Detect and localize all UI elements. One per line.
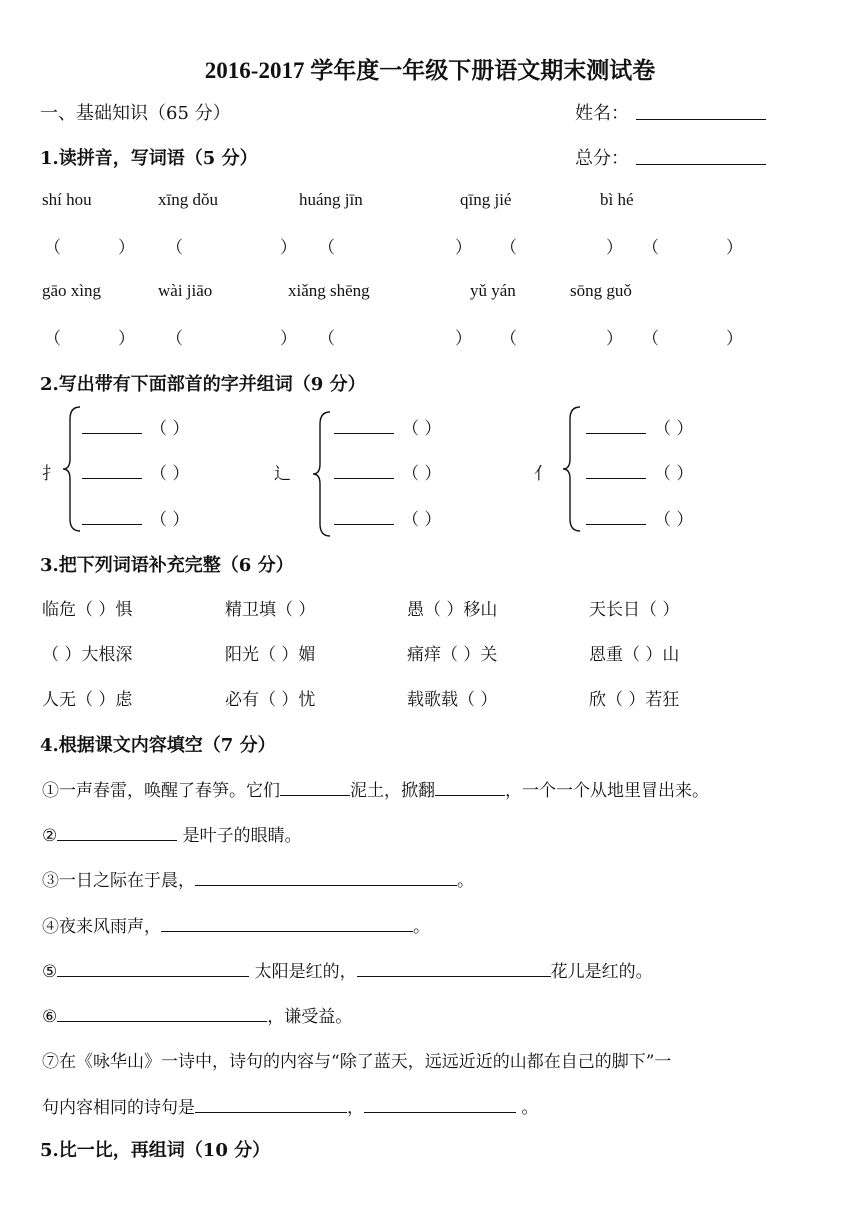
answer-paren-close: ） (726, 238, 743, 258)
fill-blank[interactable] (435, 777, 505, 796)
q3-heading: 3.把下列词语补充完整（6 分） (40, 555, 294, 576)
q1-heading: 1.读拼音，写词语（5 分） (40, 148, 258, 169)
total-label: 总分： (575, 148, 629, 169)
answer-paren-open: （ (318, 238, 335, 258)
answer-paren-open: （ (500, 329, 517, 349)
idiom-item: （ ）大根深 (42, 645, 133, 665)
pinyin-6: gāo xìng (42, 281, 102, 300)
answer-paren-open: （ (166, 329, 183, 349)
fill-item-7-line1: ⑦在《咏华山》一诗中，诗句的内容与“除了蓝天，远远近近的山都在自己的脚下”一 (42, 1052, 672, 1072)
fill-blank[interactable] (57, 1003, 267, 1022)
q4-heading: 4.根据课文内容填空（7 分） (40, 735, 276, 756)
pinyin-5: bì hé (600, 190, 634, 209)
radical-blank-row[interactable]: （ ） (334, 414, 441, 439)
fill-item-5: ⑤ 太阳是红的， 花儿是红的。 (42, 957, 653, 982)
pinyin-4: qīng jié (460, 190, 512, 209)
fill-item-1: ①一声春雷，唤醒了春笋。它们 泥土，掀翻 ，一个一个从地里冒出来。 (42, 776, 709, 801)
answer-paren-open: （ (166, 238, 183, 258)
pinyin-2: xīng dǒu (158, 190, 218, 209)
pinyin-8: xiǎng shēng (288, 281, 370, 300)
answer-paren-open: （ (642, 238, 659, 258)
idiom-item: 愚（ ）移山 (407, 600, 498, 620)
fill-blank[interactable] (195, 1094, 347, 1113)
idiom-item: 人无（ ）虑 (42, 690, 133, 710)
fill-item-2: ② 是叶子的眼睛。 (42, 821, 302, 846)
radical-blank-row[interactable]: （ ） (82, 505, 189, 530)
pinyin-7: wài jiāo (158, 281, 213, 300)
radical-1: 扌 (42, 464, 59, 484)
radical-blank-row[interactable]: （ ） (334, 459, 441, 484)
radical-blank-row[interactable]: （ ） (586, 459, 693, 484)
answer-paren-open: （ (500, 238, 517, 258)
answer-paren-close: ） (118, 329, 135, 349)
idiom-item: 载歌载（ ） (407, 690, 498, 710)
fill-blank[interactable] (57, 958, 249, 977)
total-field[interactable] (636, 144, 766, 165)
q2-heading: 2.写出带有下面部首的字并组词（9 分） (40, 374, 366, 395)
idiom-item: 必有（ ）忧 (225, 690, 316, 710)
radical-blank-row[interactable]: （ ） (334, 505, 441, 530)
name-label: 姓名： (575, 103, 629, 124)
answer-paren-open: （ (44, 329, 61, 349)
radical-3: 亻 (534, 464, 551, 484)
fill-item-7-line2: 句内容相同的诗句是 ， 。 (42, 1093, 538, 1118)
answer-paren-close: ） (606, 238, 623, 258)
idiom-item: 恩重（ ）山 (589, 645, 680, 665)
fill-blank[interactable] (195, 867, 457, 886)
radical-blank-row[interactable]: （ ） (586, 505, 693, 530)
answer-paren-open: （ (44, 238, 61, 258)
fill-blank[interactable] (280, 777, 350, 796)
brace-icon (62, 405, 82, 533)
radical-blank-row[interactable]: （ ） (82, 459, 189, 484)
radical-blank-row[interactable]: （ ） (586, 414, 693, 439)
idiom-item: 精卫填（ ） (225, 600, 316, 620)
section-heading: 一、基础知识（65 分） (40, 103, 231, 124)
fill-item-6: ⑥ ，谦受益。 (42, 1002, 352, 1027)
answer-paren-close: ） (455, 238, 472, 258)
idiom-item: 欣（ ）若狂 (589, 690, 680, 710)
radical-blank-row[interactable]: （ ） (82, 414, 189, 439)
answer-paren-close: ） (455, 329, 472, 349)
q5-heading: 5.比一比，再组词（10 分） (40, 1140, 271, 1161)
fill-blank[interactable] (57, 822, 177, 841)
page-title: 2016-2017 学年度一年级下册语文期末测试卷 (204, 58, 656, 83)
idiom-item: 痛痒（ ）关 (407, 645, 498, 665)
answer-paren-close: ） (280, 329, 297, 349)
answer-paren-close: ） (726, 329, 743, 349)
brace-icon (312, 410, 332, 538)
fill-blank[interactable] (161, 913, 413, 932)
fill-blank[interactable] (357, 958, 551, 977)
answer-paren-open: （ (318, 329, 335, 349)
answer-paren-open: （ (642, 329, 659, 349)
answer-paren-close: ） (606, 329, 623, 349)
pinyin-10: sōng guǒ (570, 281, 632, 300)
pinyin-1: shí hou (42, 190, 92, 209)
brace-icon (562, 405, 582, 533)
fill-item-3: ③一日之际在于晨， 。 (42, 866, 474, 891)
radical-2: 辶 (274, 464, 291, 484)
answer-paren-close: ） (118, 238, 135, 258)
answer-paren-close: ） (280, 238, 297, 258)
fill-blank[interactable] (364, 1094, 516, 1113)
name-field[interactable] (636, 99, 766, 120)
idiom-item: 阳光（ ）媚 (225, 645, 316, 665)
idiom-item: 天长日（ ） (589, 600, 680, 620)
pinyin-9: yǔ yán (470, 281, 516, 300)
pinyin-3: huáng jīn (299, 190, 363, 209)
idiom-item: 临危（ ）惧 (42, 600, 133, 620)
fill-item-4: ④夜来风雨声， 。 (42, 912, 430, 937)
